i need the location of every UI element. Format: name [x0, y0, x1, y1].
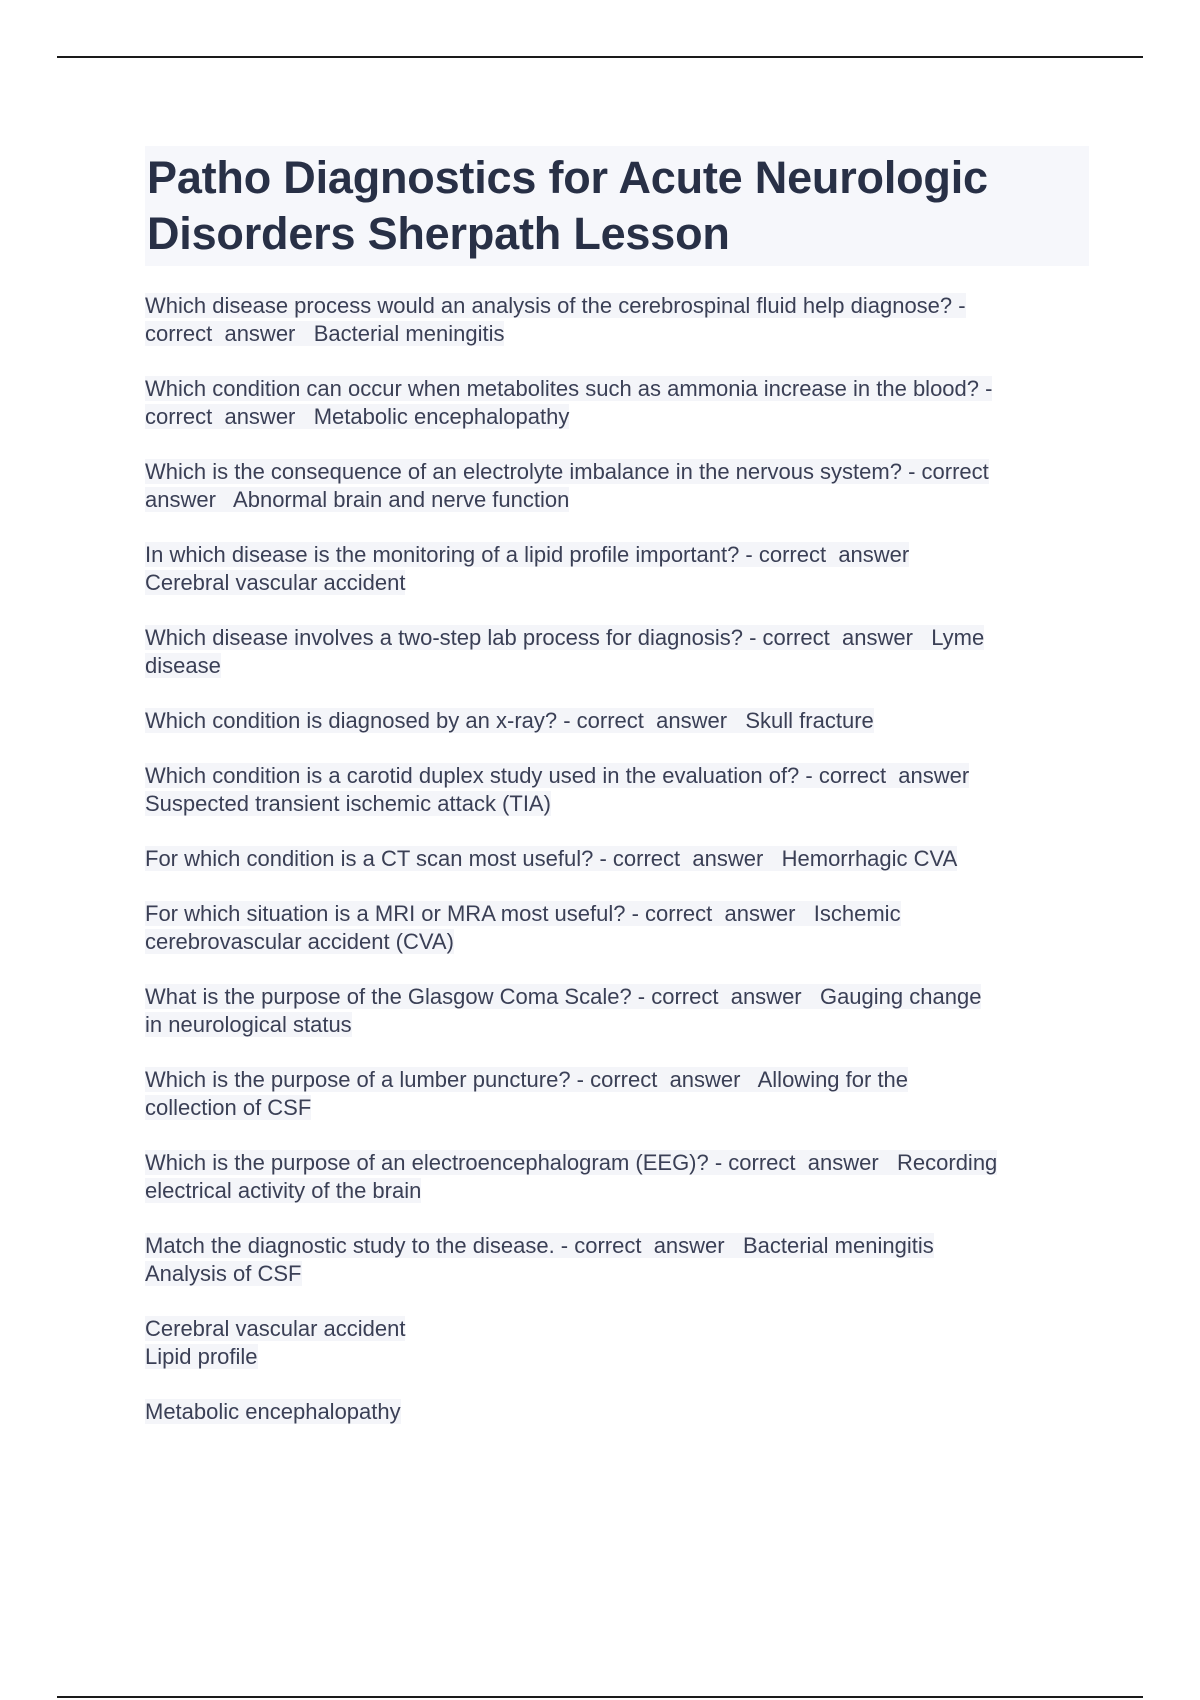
qa-line: For which situation is a MRI or MRA most useful? - correct answer Ischemic: [145, 901, 901, 926]
qa-line: What is the purpose of the Glasgow Coma Scale? - correct answer Gauging change: [145, 984, 982, 1009]
qa-line: Analysis of CSF: [145, 1261, 302, 1286]
qa-line: answer Abnormal brain and nerve function: [145, 487, 570, 512]
qa-line: in neurological status: [145, 1012, 352, 1037]
qa-item: [145, 707, 1090, 735]
qa-line: Which is the consequence of an electrolyte imbalance in the nervous system? - correct: [145, 459, 989, 484]
qa-item: [145, 900, 1090, 956]
bottom-rule: [57, 1696, 1143, 1698]
qa-line: Match the diagnostic study to the disease. - correct answer Bacterial meningitis: [145, 1233, 934, 1258]
qa-line: For which condition is a CT scan most useful? - correct answer Hemorrhagic CVA: [145, 846, 958, 871]
qa-line: Which is the purpose of an electroencephalogram (EEG)? - correct answer Recording: [145, 1150, 998, 1175]
top-rule: [57, 56, 1143, 58]
qa-item: [145, 458, 1090, 514]
title-line: Patho Diagnostics for Acute Neurologic: [147, 152, 988, 203]
qa-line: Which disease process would an analysis of the cerebrospinal fluid help diagnose? -: [145, 293, 966, 318]
qa-line: collection of CSF: [145, 1095, 312, 1120]
qa-line: Which disease involves a two-step lab process for diagnosis? - correct answer Lyme: [145, 625, 985, 650]
qa-line: Cerebral vascular accident: [145, 1316, 406, 1341]
qa-line: Which condition is diagnosed by an x-ray? - correct answer Skull fracture: [145, 708, 874, 733]
document-body: [145, 146, 1090, 1453]
qa-item: [145, 1232, 1090, 1288]
qa-item: [145, 845, 1090, 873]
qa-item: [145, 541, 1090, 597]
qa-line: In which disease is the monitoring of a lipid profile important? - correct answer: [145, 542, 910, 567]
qa-item: [145, 1398, 1090, 1426]
qa-line: Which condition can occur when metabolites such as ammonia increase in the blood? -: [145, 376, 993, 401]
qa-line: Which is the purpose of a lumber puncture? - correct answer Allowing for the: [145, 1067, 909, 1092]
qa-item: [145, 1066, 1090, 1122]
qa-item: [145, 1315, 1090, 1371]
qa-item: [145, 1149, 1090, 1205]
qa-item: [145, 624, 1090, 680]
qa-item: [145, 292, 1090, 348]
qa-item: [145, 762, 1090, 818]
qa-list: [145, 292, 1090, 1426]
qa-line: correct answer Metabolic encephalopathy: [145, 404, 570, 429]
qa-line: Metabolic encephalopathy: [145, 1399, 401, 1424]
qa-line: Lipid profile: [145, 1344, 258, 1369]
qa-line: Which condition is a carotid duplex study used in the evaluation of? - correct answer: [145, 763, 970, 788]
document-title: [145, 146, 1089, 266]
qa-line: cerebrovascular accident (CVA): [145, 929, 454, 954]
qa-item: [145, 983, 1090, 1039]
qa-item: [145, 375, 1090, 431]
title-line: Disorders Sherpath Lesson: [147, 208, 730, 259]
qa-line: disease: [145, 653, 221, 678]
qa-line: Suspected transient ischemic attack (TIA): [145, 791, 551, 816]
qa-line: correct answer Bacterial meningitis: [145, 321, 505, 346]
qa-line: Cerebral vascular accident: [145, 570, 406, 595]
qa-line: electrical activity of the brain: [145, 1178, 422, 1203]
